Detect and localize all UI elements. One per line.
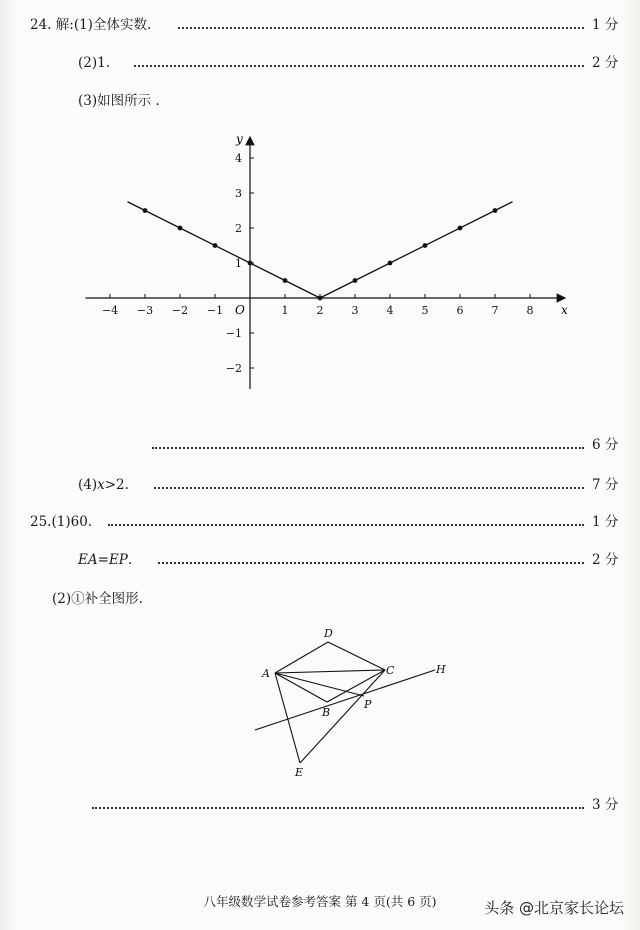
label-d: D [324,627,333,640]
q24-part2-text: (2)1. [78,55,111,71]
q24-part3-text: (3)如图所示 . [78,93,160,109]
graph-point [143,208,148,213]
graph-point [388,261,393,266]
graph-ticks [102,152,534,375]
graph-point [493,208,498,213]
q25-part1-score: 1 分 [592,514,619,530]
q25-figure-score: 3 分 [592,797,619,813]
q25-part2-text: (2)①补全图形. [52,591,143,607]
q24-part2-leader [134,65,584,67]
q24-part4-prefix: (4) [78,477,98,493]
label-p: P [364,698,372,711]
segment-ab [275,673,327,702]
q24-part4-rest: >2. [104,477,129,493]
segment-bc [327,670,385,702]
geometry-figure [240,620,460,790]
segment-ad [275,642,328,673]
q24-part2-score: 2 分 [592,55,619,71]
label-e: E [295,766,304,779]
graph-point [458,226,463,231]
eq-end: . [127,552,133,568]
q25-part1-text: (1)60. [51,514,93,530]
graph-point [283,278,288,283]
q25-equation-line [78,549,132,571]
function-graph [80,130,580,400]
graph-curve [128,202,513,298]
y-tick-label: −1 [225,327,242,340]
eq-right: EP [108,552,128,568]
graph-point [353,278,358,283]
q24-part1-text: 解:(1)全体实数. [55,17,152,33]
source-watermark: 头条 @北京家长论坛 [484,899,624,917]
x-tick-label: 8 [526,304,534,317]
y-tick-label: 4 [235,152,242,165]
graph-points [143,208,498,300]
x-axis-label: x [561,303,568,317]
x-tick-label: 2 [316,304,324,317]
q24-part4-line [78,474,129,496]
q25-part1-leader [108,524,584,526]
x-tick-label: −2 [171,304,189,317]
eq-left: EA [78,552,98,568]
figure-score-leader [92,807,584,809]
y-tick-label: 1 [235,257,242,270]
q25-number: 25. [30,514,52,530]
graph-point [423,243,428,248]
label-b: B [322,706,331,719]
x-tick-label: 3 [351,304,359,317]
graph-point [178,226,183,231]
y-tick-label: 2 [235,222,242,235]
q24-part4-score: 7 分 [592,477,619,493]
x-tick-label: −4 [101,304,119,317]
q24-part1-score: 1 分 [592,17,619,33]
x-tick-label: −1 [206,304,224,317]
right-branch-line [320,202,513,298]
x-tick-label: 1 [281,304,289,317]
segment-ae [275,673,300,763]
graph-point [213,243,218,248]
q25-equation-score: 2 分 [592,552,619,568]
segment-ac [275,670,385,673]
label-h: H [436,663,446,676]
q24-number: 24. [30,17,52,33]
q24-graph-score: 6 分 [592,437,619,453]
y-tick-label: −2 [225,362,242,375]
segment-dc [328,642,385,670]
page-footer: 八年级数学试卷参考答案 第 4 页(共 6 页) [203,894,437,909]
x-tick-label: 6 [456,304,464,317]
x-tick-label: 7 [491,304,499,317]
graph-point [248,261,253,266]
graph-axes [86,137,566,389]
q24-part1-line [30,14,151,36]
label-c: C [386,664,395,677]
label-a: A [262,667,270,680]
graph-score-leader [152,447,584,449]
graph-point [318,296,323,301]
left-branch-line [128,202,321,298]
eq-sign: = [97,552,109,568]
origin-label: O [235,303,245,317]
q24-part4-var: x [97,477,105,493]
segment-ec [300,670,385,763]
segment-ap [275,673,364,696]
y-tick-label: 3 [235,187,242,200]
x-tick-label: −3 [136,304,154,317]
q25-equation-leader [158,562,584,564]
y-axis-label: y [236,132,243,146]
x-tick-label: 5 [421,304,429,317]
q24-part4-leader [154,487,584,489]
q24-part1-leader [178,27,584,29]
x-tick-label: 4 [386,304,394,317]
q25-part1-line [30,511,92,533]
